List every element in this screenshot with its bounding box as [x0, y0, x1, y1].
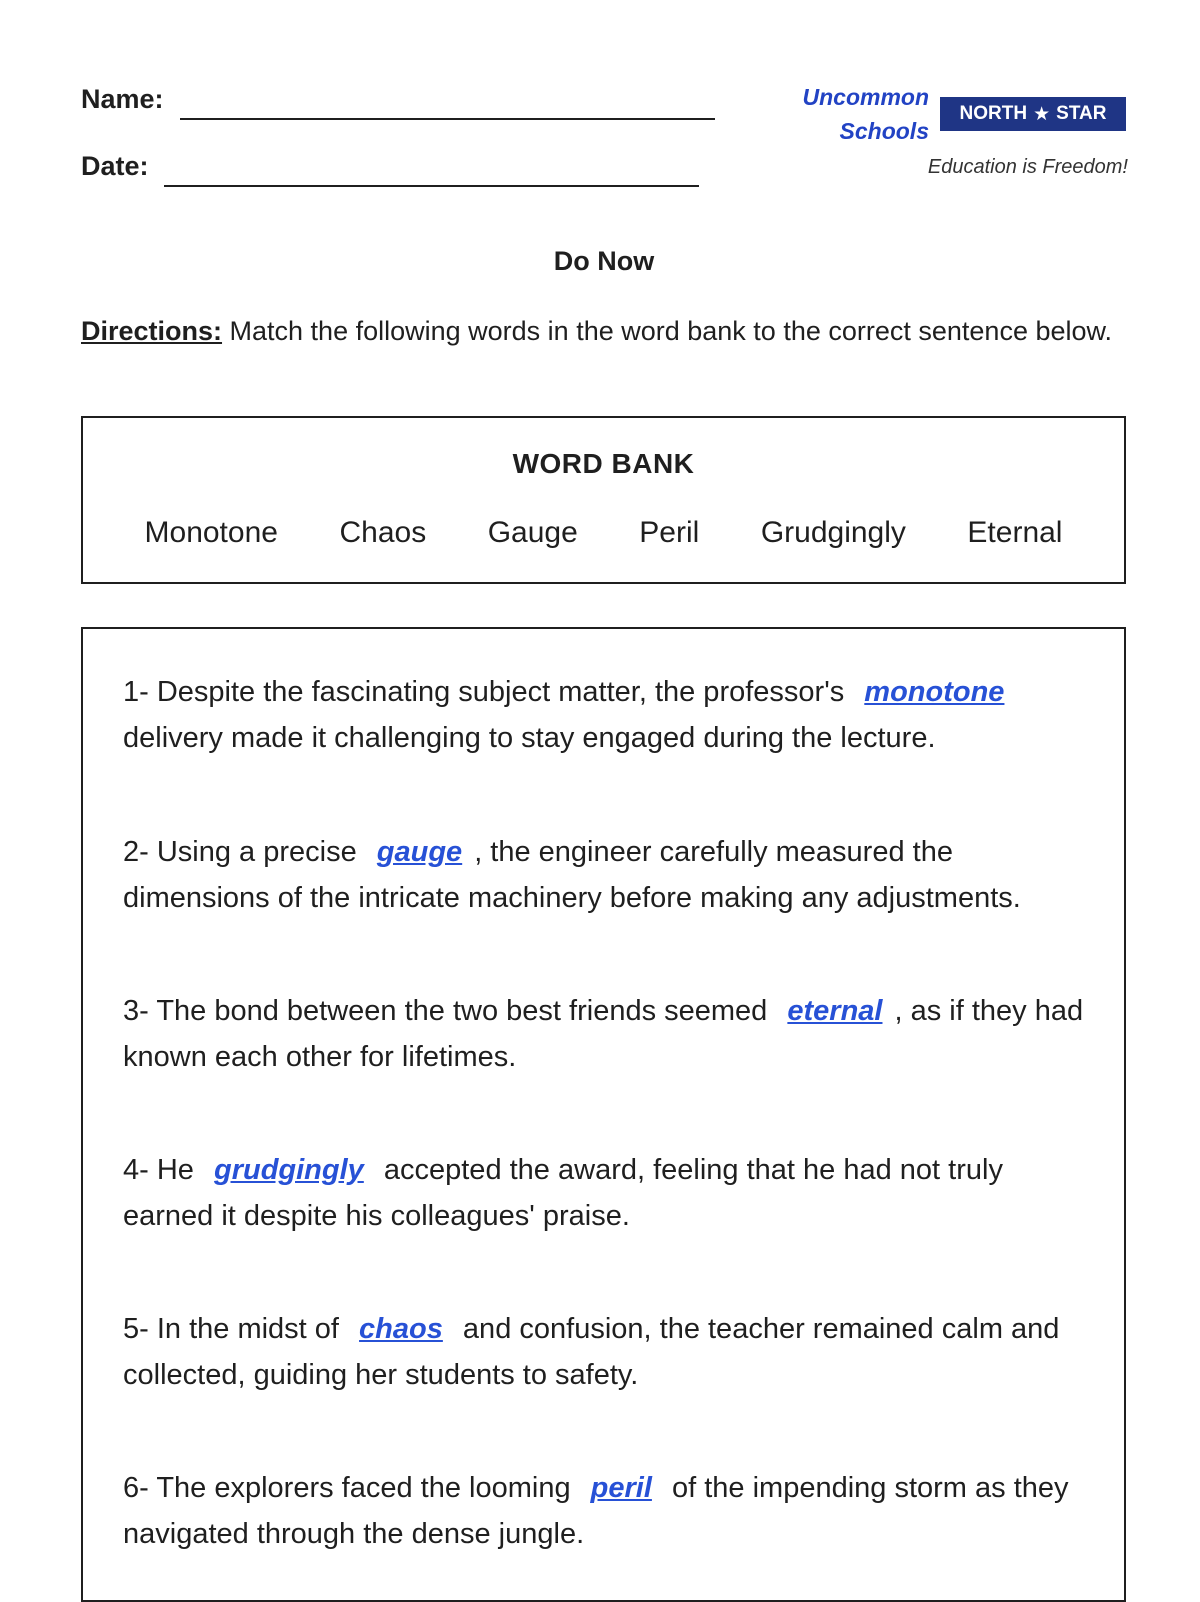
word-bank-item: Peril	[639, 516, 700, 549]
sentence-text: accepted the award, feeling that he had not truly earned it despite his colleagues' praise.	[123, 1154, 1003, 1232]
north-star-badge	[940, 97, 1126, 131]
star-icon: ★	[1033, 103, 1051, 125]
directions-label: Directions:	[81, 316, 223, 346]
word-bank-title: WORD BANK	[512, 448, 695, 479]
sentence-6	[123, 1465, 1098, 1557]
word-bank-item: Grudgingly	[760, 516, 906, 549]
sentence-text: , the engineer carefully measured the dimensions of the intricate machinery before making any adjustments.	[123, 836, 1021, 914]
school-line-2: Schools	[839, 118, 929, 144]
answer-blank[interactable]: peril	[590, 1472, 652, 1504]
sentence-text: 1- Despite the fascinating subject matter, the professor's	[123, 676, 853, 708]
word-bank-item: Eternal	[967, 516, 1063, 549]
word-bank-item: Monotone	[144, 516, 278, 549]
date-label: Date:	[81, 151, 149, 181]
word-bank-item: Chaos	[339, 516, 427, 549]
sentence-text: 3- The bond between the two best friends seemed	[123, 995, 776, 1027]
sentence-text: and confusion, the teacher remained calm and collected, guiding her students to safety.	[123, 1313, 1060, 1391]
date-field[interactable]	[164, 185, 699, 187]
badge-right-text: STAR	[1056, 103, 1107, 124]
sentence-text: 6- The explorers faced the looming	[123, 1472, 579, 1504]
badge-left-text: NORTH	[959, 103, 1028, 124]
directions-text: Match the following words in the word bank to the correct sentence below.	[222, 316, 1113, 346]
sentence-text: 5- In the midst of	[123, 1313, 348, 1345]
sentence-2	[123, 829, 1098, 921]
tagline: Education is Freedom!	[927, 156, 1128, 178]
directions	[81, 311, 1131, 351]
sentence-text: of the impending storm as they navigated through the dense jungle.	[123, 1472, 1069, 1550]
sentence-text: delivery made it challenging to stay engaged during the lecture.	[123, 722, 936, 754]
school-logo-text	[803, 80, 930, 148]
word-bank-item: Gauge	[487, 516, 578, 549]
name-label: Name:	[81, 84, 164, 114]
sentence-text: , as if they had known each other for lifetimes.	[123, 995, 1084, 1073]
sentences-box	[81, 627, 1126, 1602]
answer-blank[interactable]: chaos	[359, 1313, 443, 1345]
sentence-3	[123, 988, 1098, 1080]
sentence-5	[123, 1306, 1098, 1398]
sentence-4	[123, 1147, 1098, 1239]
sentence-1	[123, 669, 1098, 761]
name-field[interactable]	[180, 118, 715, 120]
answer-blank[interactable]: eternal	[787, 995, 883, 1027]
answer-blank[interactable]: gauge	[376, 836, 463, 868]
sentence-text: 4- He	[123, 1154, 202, 1186]
page-title: Do Now	[553, 246, 655, 276]
answer-blank[interactable]: grudgingly	[213, 1154, 364, 1186]
sentence-text: 2- Using a precise	[123, 836, 365, 868]
answer-blank[interactable]: monotone	[864, 676, 1005, 708]
word-bank-list	[83, 516, 1124, 550]
school-line-1: Uncommon	[802, 84, 929, 110]
word-bank-box	[81, 416, 1126, 584]
